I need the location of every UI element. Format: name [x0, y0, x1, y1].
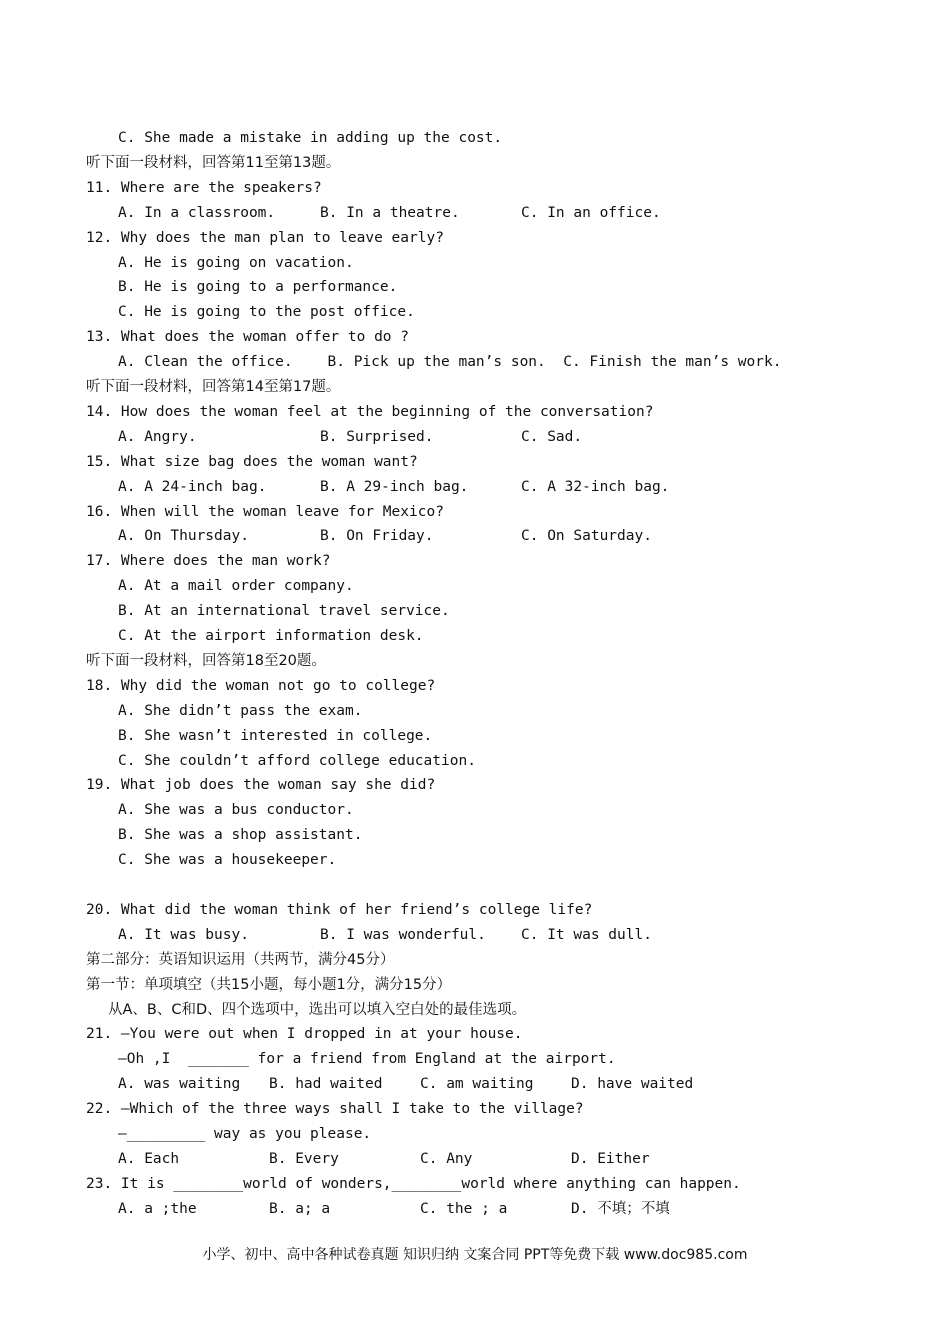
answer-option-line: C. She couldn’t afford college education.	[118, 752, 476, 769]
answer-option-line: —_________ way as you please.	[118, 1126, 372, 1142]
answer-option: C. It was dull.	[521, 926, 652, 943]
answer-option: C. the ; a	[420, 1200, 508, 1217]
answer-option-line: B. At an international travel service.	[118, 603, 450, 620]
answer-option-line: B. He is going to a performance.	[118, 279, 398, 296]
answer-option: A. In a classroom.	[118, 204, 276, 221]
question-stem: 13. What does the woman offer to do ?	[86, 329, 410, 346]
question-stem: 15. What size bag does the woman want?	[86, 453, 418, 470]
question-stem: 17. Where does the man work?	[86, 553, 331, 570]
answer-option: D. Either	[571, 1150, 650, 1167]
answer-option: A. It was busy.	[118, 926, 249, 943]
question-stem: 14. How does the woman feel at the beginning of the conversation?	[86, 403, 654, 420]
question-stem: 22. —Which of the three ways shall I take to the village?	[86, 1101, 584, 1118]
section-heading: 听下面一段材料，回答第11至第13题。	[86, 154, 341, 171]
answer-option: C. am waiting	[420, 1076, 534, 1093]
answer-option-line: A. She didn’t pass the exam.	[118, 702, 363, 719]
answer-option-line: C. She was a housekeeper.	[118, 852, 337, 869]
answer-option: C. Any	[420, 1150, 473, 1167]
answer-option: C. In an office.	[521, 204, 661, 221]
answer-option: B. Surprised.	[320, 428, 434, 445]
page-footer: 小学、初中、高中各种试卷真题 知识归纳 文案合同 PPT等免费下载 www.doc985.com	[202, 1247, 748, 1263]
question-stem: 23. It is ________world of wonders,________world where anything can happen.	[86, 1175, 741, 1192]
answer-option: B. Every	[269, 1150, 339, 1167]
question-stem: 21. —You were out when I dropped in at your house.	[86, 1026, 523, 1043]
section-heading: 听下面一段材料，回答第18至20题。	[86, 652, 326, 669]
answer-option-line: C. She made a mistake in adding up the cost.	[118, 130, 503, 146]
answer-option-line: —Oh ,I _______ for a friend from England at the airport.	[118, 1051, 616, 1068]
answer-option: B. a; a	[269, 1200, 331, 1217]
answer-option: A. On Thursday.	[118, 528, 249, 545]
question-stem: 20. What did the woman think of her friend’s college life?	[86, 901, 593, 918]
answer-option: B. On Friday.	[320, 528, 434, 545]
answer-option: B. A 29-inch bag.	[320, 478, 469, 495]
question-stem: 12. Why does the man plan to leave early?	[86, 229, 444, 246]
answer-option: A. a ;the	[118, 1200, 197, 1217]
question-stem: 16. When will the woman leave for Mexico?	[86, 503, 444, 520]
answer-option: D. 不填；不填	[571, 1200, 670, 1217]
answer-option: A. Each	[118, 1150, 180, 1167]
answer-option: C. Sad.	[521, 428, 583, 445]
answer-option: C. A 32-inch bag.	[521, 478, 670, 495]
section-heading: 第一节：单项填空（共15小题，每小题1分，满分15分）	[86, 976, 452, 993]
answer-option: A. was waiting	[118, 1076, 241, 1093]
answer-option: B. In a theatre.	[320, 204, 460, 221]
answer-option: D. have waited	[571, 1076, 694, 1093]
section-heading: 从A、B、C和D、四个选项中，选出可以填入空白处的最佳选项。	[108, 1001, 527, 1018]
answer-option: B. I was wonderful.	[320, 926, 486, 943]
answer-option: A. A 24-inch bag.	[118, 478, 267, 495]
answer-option: A. Angry.	[118, 428, 197, 445]
answer-option-line: C. He is going to the post office.	[118, 304, 415, 321]
question-stem: 19. What job does the woman say she did?	[86, 777, 436, 794]
question-stem: 18. Why did the woman not go to college?	[86, 677, 436, 694]
answer-option-line: A. Clean the office. B. Pick up the man’s son. C. Finish the man’s work.	[118, 354, 782, 371]
answer-option-line: B. She was a shop assistant.	[118, 827, 363, 844]
answer-option: B. had waited	[269, 1076, 383, 1093]
question-stem: 11. Where are the speakers?	[86, 179, 322, 196]
answer-option-line: A. At a mail order company.	[118, 578, 354, 595]
answer-option-line: C. At the airport information desk.	[118, 628, 424, 644]
answer-option-line: A. He is going on vacation.	[118, 254, 354, 271]
section-heading: 听下面一段材料，回答第14至第17题。	[86, 379, 341, 395]
answer-option-line: B. She wasn’t interested in college.	[118, 727, 433, 744]
section-heading: 第二部分：英语知识运用（共两节，满分45分）	[86, 951, 395, 968]
answer-option: C. On Saturday.	[521, 528, 652, 545]
answer-option-line: A. She was a bus conductor.	[118, 802, 354, 819]
